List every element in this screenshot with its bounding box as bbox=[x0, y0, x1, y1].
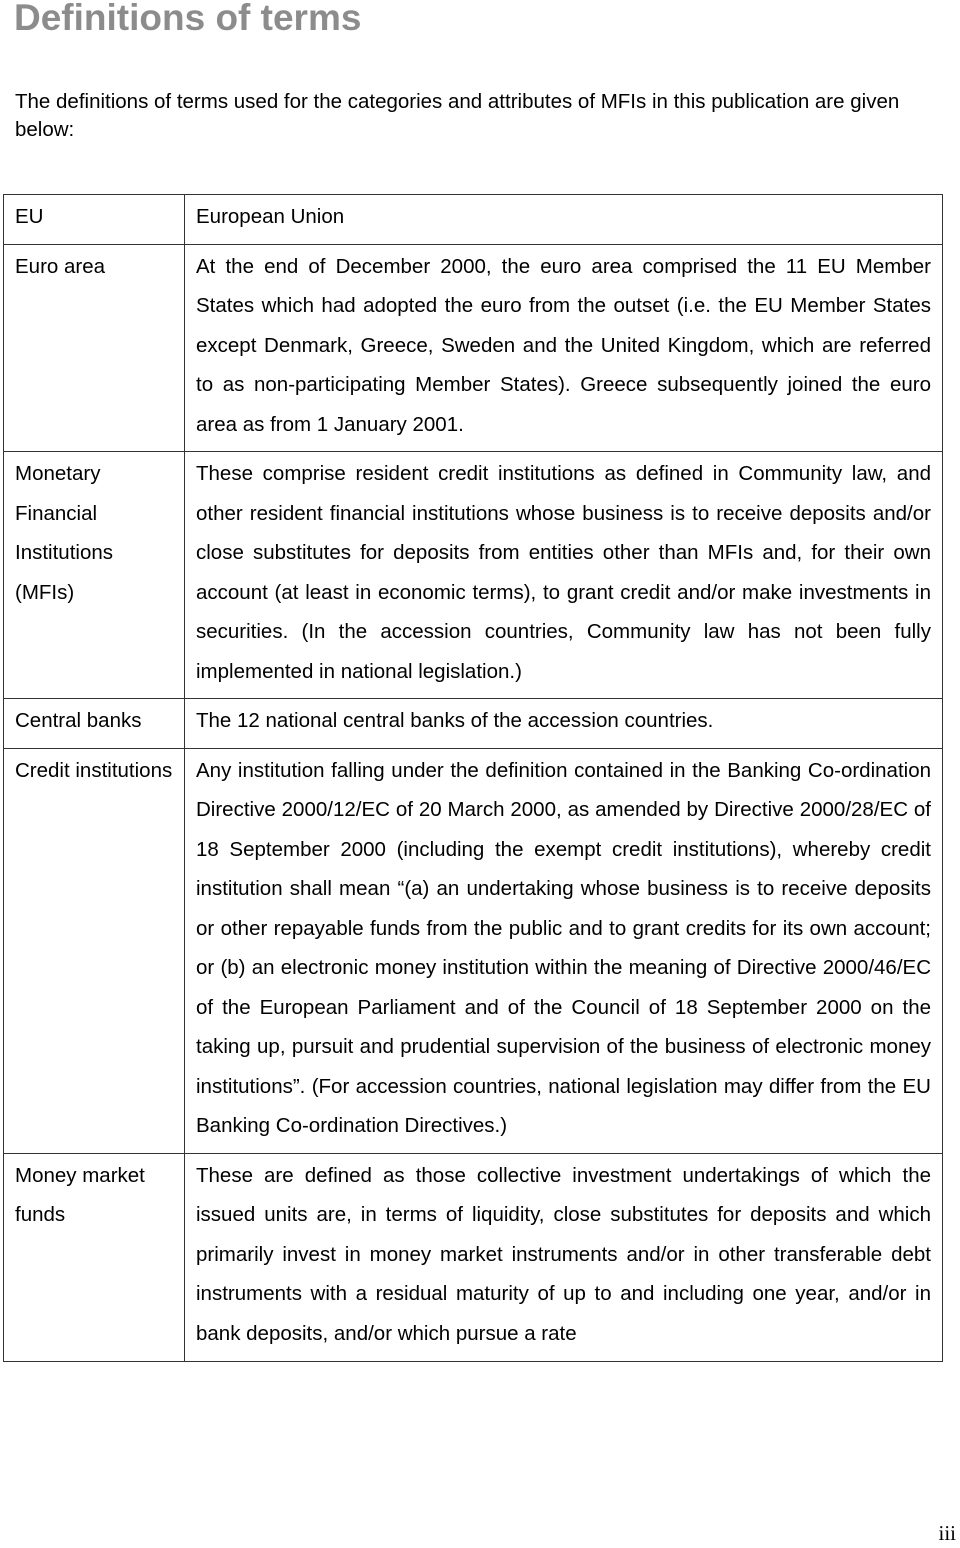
term-cell: Credit institutions bbox=[4, 748, 185, 1153]
definition-cell: The 12 national central banks of the accession countries. bbox=[185, 699, 943, 749]
definition-cell: European Union bbox=[185, 195, 943, 245]
page-title: Definitions of terms bbox=[14, 0, 362, 38]
table-row bbox=[4, 195, 943, 245]
table-row bbox=[4, 452, 943, 699]
table-row bbox=[4, 699, 943, 749]
definition-cell: At the end of December 2000, the euro area comprised the 11 EU Member States which had adopted the euro from the outset (i.e. the EU Member States except Denmark, Greece, Sweden and the United Kingdom, which are referred to as non-participating Member States). Greece subsequently joined the euro area as from 1 January 2001. bbox=[185, 244, 943, 452]
page-number: iii bbox=[938, 1521, 956, 1545]
term-cell: Money market funds bbox=[4, 1153, 185, 1362]
term-cell: Central banks bbox=[4, 699, 185, 749]
term-cell: Monetary Financial Institutions (MFIs) bbox=[4, 452, 185, 699]
term-cell: EU bbox=[4, 195, 185, 245]
definition-cell: Any institution falling under the definition contained in the Banking Co-ordination Directive 2000/12/EC of 20 March 2000, as amended by Directive 2000/28/EC of 18 September 2000 (including the exempt credit institutions), whereby credit institution shall mean “(a) an undertaking whose business is to receive deposits or other repayable funds from the public and to grant credits for its own account; or (b) an electronic money institution within the meaning of Directive 2000/46/EC of the European Parliament and of the Council of 18 September 2000 on the taking up, pursuit and prudential supervision of the business of electronic money institutions”. (For accession countries, national legislation may differ from the EU Banking Co-ordination Directives.) bbox=[185, 748, 943, 1153]
table-row bbox=[4, 244, 943, 452]
term-cell: Euro area bbox=[4, 244, 185, 452]
table-row bbox=[4, 1153, 943, 1362]
definitions-table bbox=[3, 194, 943, 1362]
intro-paragraph: The definitions of terms used for the categories and attributes of MFIs in this publication are given below: bbox=[15, 90, 900, 141]
table-row bbox=[4, 748, 943, 1153]
definition-cell: These are defined as those collective investment undertakings of which the issued units are, in terms of liquidity, close substitutes for deposits and which primarily invest in money market instruments and/or in other transferable debt instruments with a residual maturity of up to and including one year, and/or in bank deposits, and/or which pursue a rate bbox=[185, 1153, 943, 1362]
definition-cell: These comprise resident credit institutions as defined in Community law, and other resident financial institutions whose business is to receive deposits and/or close substitutes for deposits from entities other than MFIs and, for their own account (at least in economic terms), to grant credit and/or make investments in securities. (In the accession countries, Community law has not been fully implemented in national legislation.) bbox=[185, 452, 943, 699]
